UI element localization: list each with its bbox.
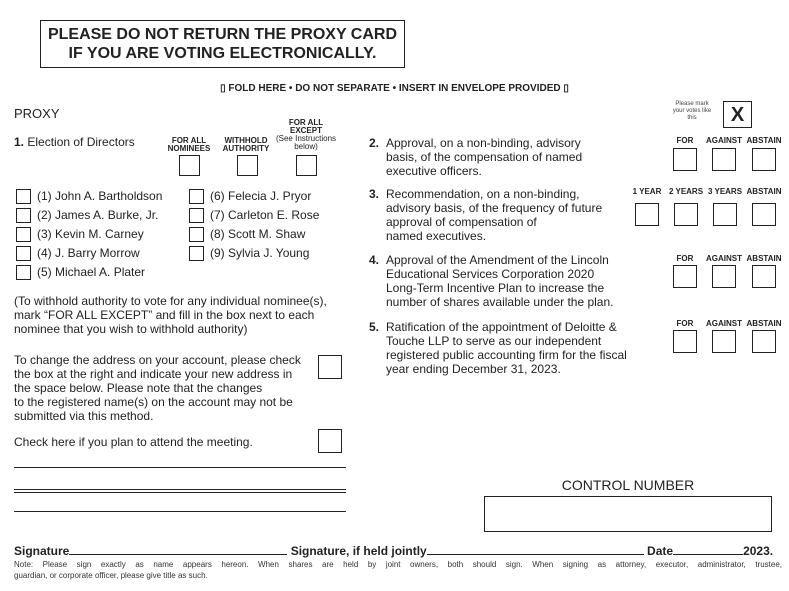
proposal-text: Ratification of the appointment of Deloitte & bbox=[386, 320, 617, 334]
t: To change the address on your account, please check bbox=[14, 353, 301, 367]
vote-option-checkbox[interactable] bbox=[712, 265, 736, 288]
vote-option-checkbox[interactable] bbox=[712, 148, 736, 171]
proposal-text: advisory basis, of the frequency of future bbox=[386, 201, 603, 215]
vote-option-label: ABSTAIN bbox=[746, 136, 782, 145]
vote-option-label: AGAINST bbox=[706, 319, 742, 328]
proposal-number: 5. bbox=[369, 320, 380, 334]
address-change-text bbox=[14, 353, 301, 423]
vote-option-label: AGAINST bbox=[706, 254, 742, 263]
proposal-text: executive officers. bbox=[386, 164, 482, 178]
proposal-text: Approval of the Amendment of the Lincoln bbox=[386, 253, 609, 267]
proposal-text: number of shares available under the plan. bbox=[386, 295, 614, 309]
notice-line-1: PLEASE DO NOT RETURN THE PROXY CARD bbox=[47, 26, 398, 43]
vote-option-checkbox[interactable] bbox=[713, 203, 737, 226]
vote-option-label: FOR bbox=[676, 136, 694, 145]
proposal-number: 4. bbox=[369, 253, 380, 267]
proposal-text: basis, of the compensation of named bbox=[386, 150, 583, 164]
column-withhold-authority bbox=[216, 137, 276, 153]
signature-line[interactable] bbox=[69, 554, 287, 555]
nominee-name: (4) J. Barry Morrow bbox=[37, 246, 140, 260]
column-for-all-nominees bbox=[159, 137, 219, 153]
t: to the registered name(s) on the account may not be bbox=[14, 395, 293, 409]
vote-option-checkbox[interactable] bbox=[674, 203, 698, 226]
attend-meeting-label: Check here if you plan to attend the meeting. bbox=[14, 435, 253, 449]
withhold-authority-checkbox[interactable] bbox=[237, 155, 258, 176]
vote-option-label: FOR bbox=[676, 254, 694, 263]
h: below) bbox=[294, 142, 318, 151]
nominee-checkbox[interactable] bbox=[16, 246, 31, 261]
joint-signature-line[interactable] bbox=[427, 554, 644, 555]
mark-example-label: Please mark your votes like this bbox=[672, 101, 712, 121]
address-line[interactable] bbox=[14, 489, 346, 490]
vote-option-label: 3 YEARS bbox=[707, 187, 743, 196]
vote-option-label: ABSTAIN bbox=[746, 319, 782, 328]
proposal-text: registered public accounting firm for the fiscal bbox=[386, 348, 627, 362]
notice-line-2: IF YOU ARE VOTING ELECTRONICALLY. bbox=[68, 45, 377, 62]
h: NOMINEES bbox=[167, 144, 211, 153]
nominee-checkbox[interactable] bbox=[16, 227, 31, 242]
t: submitted via this method. bbox=[14, 409, 154, 423]
proposal-text: year ending December 31, 2023. bbox=[386, 362, 561, 376]
proposal-text: named executives. bbox=[386, 229, 487, 243]
t: mark “FOR ALL EXCEPT” and fill in the box next to each bbox=[14, 308, 315, 322]
vote-option-checkbox[interactable] bbox=[673, 330, 697, 353]
signature-label: Signature bbox=[14, 544, 70, 558]
vote-option-label: 2 YEARS bbox=[668, 187, 704, 196]
proposal-number: 3. bbox=[369, 187, 380, 201]
nominee-name: (6) Felecia J. Pryor bbox=[210, 189, 312, 203]
fold-instruction: ▯ FOLD HERE • DO NOT SEPARATE • INSERT IN ENVELOPE PROVIDED ▯ bbox=[220, 83, 569, 94]
t: the box at the right and indicate your new address in bbox=[14, 367, 293, 381]
vote-option-label: FOR bbox=[676, 319, 694, 328]
nominee-checkbox[interactable] bbox=[16, 189, 31, 204]
h: FOR ALL bbox=[171, 136, 207, 145]
vote-option-checkbox[interactable] bbox=[752, 265, 776, 288]
address-line[interactable] bbox=[14, 467, 346, 468]
control-number-label: CONTROL NUMBER bbox=[561, 477, 695, 493]
proposal-text: approval of compensation of bbox=[386, 215, 537, 229]
signature-row bbox=[14, 544, 784, 558]
date-label: Date bbox=[647, 544, 674, 558]
proposal-1-label bbox=[14, 135, 135, 149]
attend-meeting-checkbox[interactable] bbox=[318, 429, 342, 453]
t: (To withhold authority to vote for any individual nominee(s), bbox=[14, 294, 327, 308]
for-all-except-checkbox[interactable] bbox=[296, 155, 317, 176]
nominee-checkbox[interactable] bbox=[189, 227, 204, 242]
vote-option-label: AGAINST bbox=[706, 136, 742, 145]
t: nominee that you wish to withhold authority) bbox=[14, 322, 248, 336]
page-title: PROXY bbox=[14, 106, 60, 121]
vote-option-checkbox[interactable] bbox=[673, 265, 697, 288]
nominee-name: (8) Scott M. Shaw bbox=[210, 227, 306, 241]
nominee-name: (5) Michael A. Plater bbox=[37, 265, 146, 279]
address-change-checkbox[interactable] bbox=[318, 355, 342, 379]
h: AUTHORITY bbox=[222, 144, 270, 153]
proposal-text: Long-Term Incentive Plan to increase the bbox=[386, 281, 605, 295]
nominee-name: (7) Carleton E. Rose bbox=[210, 208, 320, 222]
vote-option-checkbox[interactable] bbox=[673, 148, 697, 171]
nominee-checkbox[interactable] bbox=[189, 189, 204, 204]
nominee-checkbox[interactable] bbox=[16, 208, 31, 223]
vote-option-checkbox[interactable] bbox=[752, 330, 776, 353]
h: EXCEPT bbox=[289, 126, 322, 135]
mark-example-box: X bbox=[723, 101, 752, 128]
withhold-instructions bbox=[14, 294, 327, 336]
vote-option-label: ABSTAIN bbox=[746, 254, 782, 263]
t: the space below. Please note that the changes bbox=[14, 381, 263, 395]
t: Note: Please sign exactly as name appears hereon. When shares are held by joint owners, both should sign. When signing as attorney, executor, administrator, trustee, bbox=[14, 560, 782, 569]
h: WITHHOLD bbox=[224, 136, 268, 145]
electronic-voting-notice bbox=[40, 20, 405, 68]
signing-note bbox=[14, 559, 782, 581]
proposal-text: Touche LLP to serve as our independent bbox=[386, 334, 602, 348]
nominee-name: (9) Sylvia J. Young bbox=[210, 246, 310, 260]
proposal-text: Educational Services Corporation 2020 bbox=[386, 267, 595, 281]
nominee-name: (1) John A. Bartholdson bbox=[37, 189, 163, 203]
nominee-checkbox[interactable] bbox=[189, 208, 204, 223]
proposal-text: Election of Directors bbox=[27, 135, 135, 149]
address-line[interactable] bbox=[14, 492, 346, 493]
vote-option-checkbox[interactable] bbox=[752, 148, 776, 171]
t: guardian, or corporate officer, please give title as such. bbox=[14, 571, 208, 580]
vote-option-checkbox[interactable] bbox=[752, 203, 776, 226]
proposal-text: Recommendation, on a non-binding, bbox=[386, 187, 580, 201]
for-all-nominees-checkbox[interactable] bbox=[179, 155, 200, 176]
vote-option-label: ABSTAIN bbox=[746, 187, 782, 196]
proposal-number: 1. bbox=[14, 135, 25, 149]
vote-option-label: 1 YEAR bbox=[632, 187, 662, 196]
control-number-box bbox=[484, 496, 772, 532]
proposal-number: 2. bbox=[369, 136, 380, 150]
vote-option-checkbox[interactable] bbox=[635, 203, 659, 226]
address-line[interactable] bbox=[14, 511, 346, 512]
vote-option-checkbox[interactable] bbox=[712, 330, 736, 353]
nominee-name: (2) James A. Burke, Jr. bbox=[37, 208, 159, 222]
h: FOR ALL bbox=[288, 118, 324, 127]
nominee-checkbox[interactable] bbox=[16, 265, 31, 280]
proposal-text: Approval, on a non-binding, advisory bbox=[386, 136, 581, 150]
date-line[interactable] bbox=[673, 554, 743, 555]
nominee-checkbox[interactable] bbox=[189, 246, 204, 261]
year-label: 2023. bbox=[743, 544, 774, 558]
joint-signature-label: Signature, if held jointly bbox=[290, 544, 427, 558]
h: (See Instructions bbox=[275, 134, 337, 143]
column-for-all-except bbox=[275, 119, 337, 151]
nominee-name: (3) Kevin M. Carney bbox=[37, 227, 144, 241]
